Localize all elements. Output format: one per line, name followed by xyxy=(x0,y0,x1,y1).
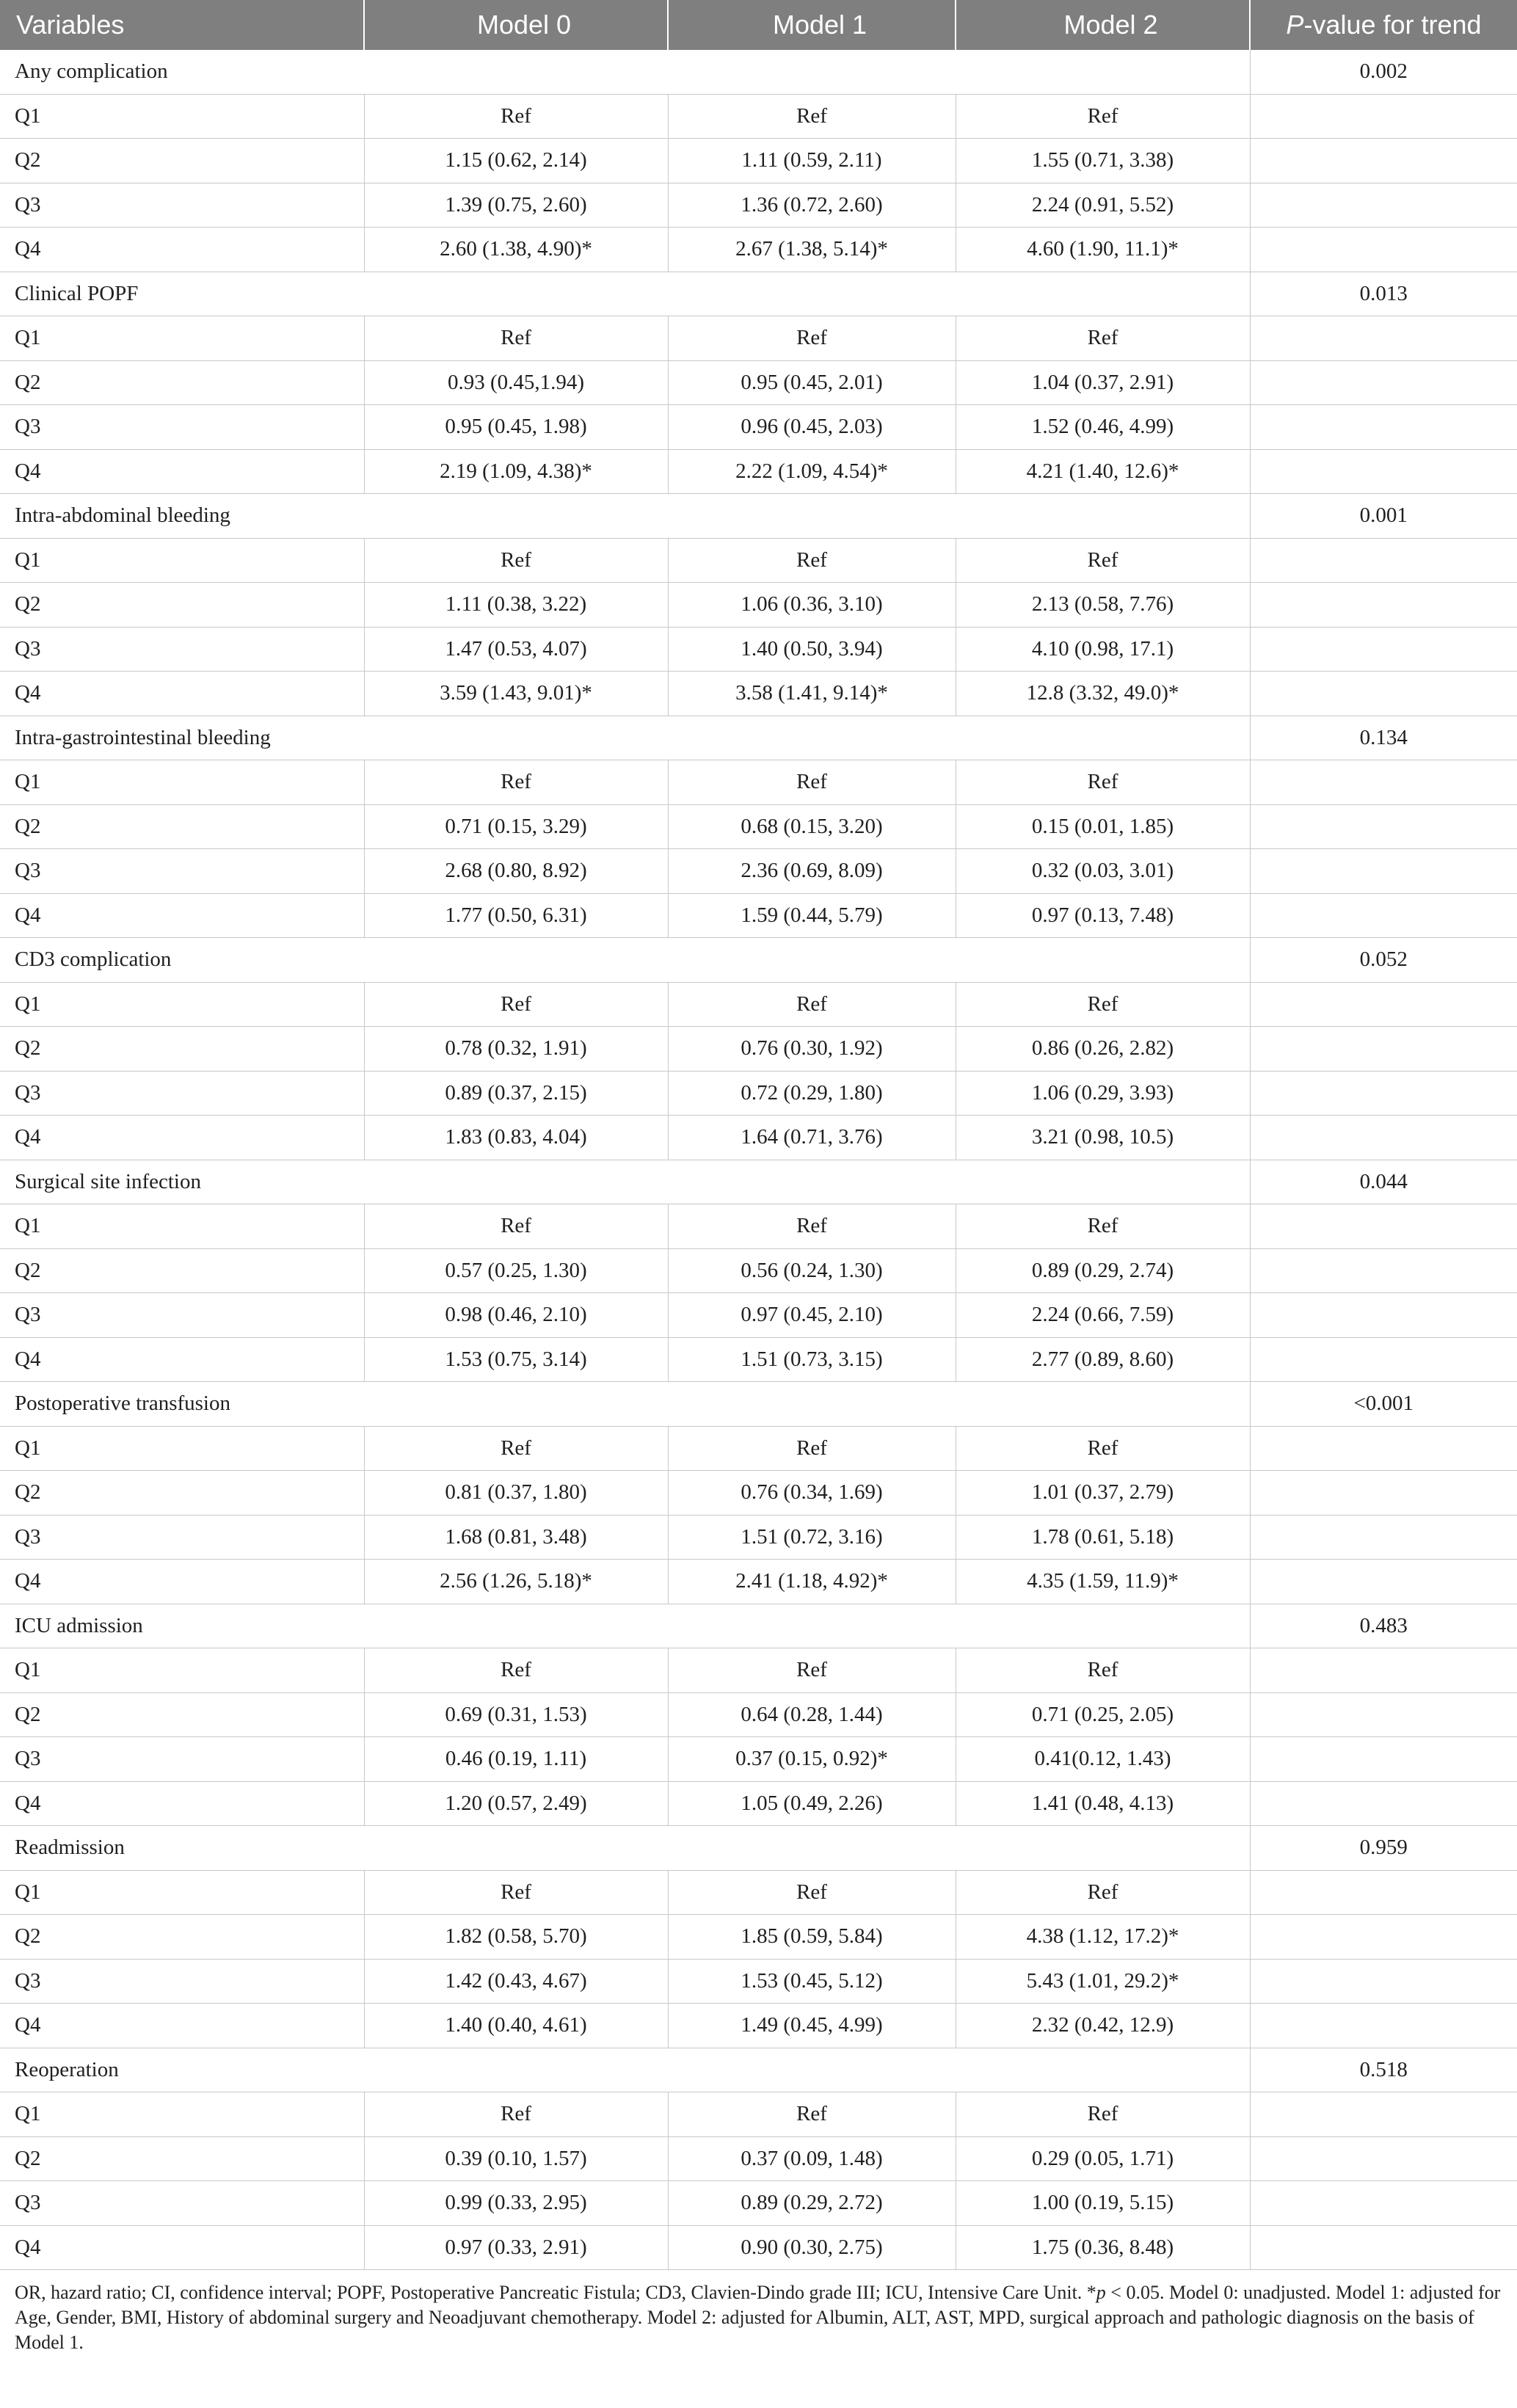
p-trend-empty xyxy=(1250,1116,1517,1160)
table-row xyxy=(0,2004,1517,2048)
model-2-cell: 4.21 (1.40, 12.6)* xyxy=(956,449,1250,494)
p-trend-value: 0.044 xyxy=(1250,1160,1517,1204)
header-p-rest: -value for trend xyxy=(1303,10,1482,40)
quartile-label: Q2 xyxy=(0,1471,364,1516)
model-1-cell: 2.36 (0.69, 8.09) xyxy=(668,849,956,894)
model-0-cell: 1.77 (0.50, 6.31) xyxy=(364,893,668,938)
footnote-part-1: OR, hazard ratio; CI, confidence interval; POPF, Postoperative Pancreatic Fistula; CD3, Clavien-Dindo grade III; ICU, Intensive Care Unit. * xyxy=(15,2282,1096,2303)
header-variables: Variables xyxy=(0,0,364,50)
model-1-cell: 0.97 (0.45, 2.10) xyxy=(668,1293,956,1338)
quartile-label: Q1 xyxy=(0,1204,364,1249)
model-2-cell: Ref xyxy=(956,1870,1250,1915)
header-row xyxy=(0,0,1517,50)
model-0-cell: 1.20 (0.57, 2.49) xyxy=(364,1781,668,1826)
quartile-label: Q1 xyxy=(0,94,364,139)
quartile-label: Q4 xyxy=(0,672,364,716)
model-1-cell: 0.76 (0.30, 1.92) xyxy=(668,1027,956,1072)
model-0-cell: 0.97 (0.33, 2.91) xyxy=(364,2225,668,2270)
model-0-cell: Ref xyxy=(364,1426,668,1471)
model-2-cell: 2.24 (0.66, 7.59) xyxy=(956,1293,1250,1338)
p-trend-empty xyxy=(1250,2092,1517,2137)
table-row xyxy=(0,360,1517,405)
quartile-label: Q2 xyxy=(0,583,364,628)
model-2-cell: 0.71 (0.25, 2.05) xyxy=(956,1692,1250,1737)
model-0-cell: 1.83 (0.83, 4.04) xyxy=(364,1116,668,1160)
model-2-cell: 12.8 (3.32, 49.0)* xyxy=(956,672,1250,716)
table-row xyxy=(0,1648,1517,1693)
group-row xyxy=(0,2048,1517,2092)
model-0-cell: Ref xyxy=(364,1870,668,1915)
model-1-cell: Ref xyxy=(668,760,956,805)
p-trend-value: 0.001 xyxy=(1250,494,1517,539)
p-trend-empty xyxy=(1250,1737,1517,1782)
model-1-cell: Ref xyxy=(668,2092,956,2137)
table-row xyxy=(0,2136,1517,2181)
quartile-label: Q1 xyxy=(0,982,364,1027)
model-2-cell: Ref xyxy=(956,2092,1250,2137)
table-row xyxy=(0,2092,1517,2137)
table-row xyxy=(0,1959,1517,2004)
model-1-cell: 2.22 (1.09, 4.54)* xyxy=(668,449,956,494)
p-trend-empty xyxy=(1250,1027,1517,1072)
model-1-cell: 1.53 (0.45, 5.12) xyxy=(668,1959,956,2004)
model-2-cell: 5.43 (1.01, 29.2)* xyxy=(956,1959,1250,2004)
model-1-cell: Ref xyxy=(668,538,956,583)
p-trend-value: 0.052 xyxy=(1250,938,1517,983)
quartile-label: Q1 xyxy=(0,1870,364,1915)
model-1-cell: 1.05 (0.49, 2.26) xyxy=(668,1781,956,1826)
model-2-cell: 3.21 (0.98, 10.5) xyxy=(956,1116,1250,1160)
p-trend-empty xyxy=(1250,672,1517,716)
model-0-cell: 0.78 (0.32, 1.91) xyxy=(364,1027,668,1072)
model-2-cell: 1.78 (0.61, 5.18) xyxy=(956,1515,1250,1560)
p-trend-value: <0.001 xyxy=(1250,1382,1517,1427)
table-row xyxy=(0,672,1517,716)
model-2-cell: 2.32 (0.42, 12.9) xyxy=(956,2004,1250,2048)
model-0-cell: Ref xyxy=(364,2092,668,2137)
table-row xyxy=(0,94,1517,139)
p-trend-empty xyxy=(1250,2181,1517,2226)
quartile-label: Q4 xyxy=(0,2004,364,2048)
model-0-cell: Ref xyxy=(364,1648,668,1693)
quartile-label: Q2 xyxy=(0,139,364,183)
table-row xyxy=(0,849,1517,894)
model-2-cell: 4.60 (1.90, 11.1)* xyxy=(956,228,1250,272)
quartile-label: Q3 xyxy=(0,1515,364,1560)
p-trend-empty xyxy=(1250,1071,1517,1116)
group-row xyxy=(0,1826,1517,1871)
model-1-cell: 0.96 (0.45, 2.03) xyxy=(668,405,956,450)
p-trend-empty xyxy=(1250,1692,1517,1737)
model-2-cell: 1.41 (0.48, 4.13) xyxy=(956,1781,1250,1826)
quartile-label: Q4 xyxy=(0,228,364,272)
model-0-cell: 1.15 (0.62, 2.14) xyxy=(364,139,668,183)
group-label: Surgical site infection xyxy=(0,1160,1250,1204)
model-0-cell: 1.47 (0.53, 4.07) xyxy=(364,627,668,672)
model-0-cell: 0.57 (0.25, 1.30) xyxy=(364,1248,668,1293)
quartile-label: Q4 xyxy=(0,893,364,938)
model-1-cell: Ref xyxy=(668,1870,956,1915)
table-row xyxy=(0,538,1517,583)
table-row xyxy=(0,183,1517,228)
model-0-cell: Ref xyxy=(364,982,668,1027)
model-2-cell: 2.77 (0.89, 8.60) xyxy=(956,1337,1250,1382)
p-trend-empty xyxy=(1250,360,1517,405)
model-2-cell: Ref xyxy=(956,94,1250,139)
model-2-cell: 0.89 (0.29, 2.74) xyxy=(956,1248,1250,1293)
group-label: ICU admission xyxy=(0,1604,1250,1648)
table-row xyxy=(0,1293,1517,1338)
model-0-cell: 1.42 (0.43, 4.67) xyxy=(364,1959,668,2004)
model-0-cell: 0.99 (0.33, 2.95) xyxy=(364,2181,668,2226)
model-2-cell: 0.97 (0.13, 7.48) xyxy=(956,893,1250,938)
model-0-cell: 1.11 (0.38, 3.22) xyxy=(364,583,668,628)
p-trend-empty xyxy=(1250,405,1517,450)
model-2-cell: Ref xyxy=(956,982,1250,1027)
quartile-label: Q3 xyxy=(0,849,364,894)
model-1-cell: 1.40 (0.50, 3.94) xyxy=(668,627,956,672)
group-label: Reoperation xyxy=(0,2048,1250,2092)
table-row xyxy=(0,760,1517,805)
header-model-0: Model 0 xyxy=(364,0,668,50)
p-trend-empty xyxy=(1250,583,1517,628)
model-1-cell: Ref xyxy=(668,1426,956,1471)
model-0-cell: 3.59 (1.43, 9.01)* xyxy=(364,672,668,716)
p-trend-value: 0.483 xyxy=(1250,1604,1517,1648)
quartile-label: Q3 xyxy=(0,1293,364,1338)
table-row xyxy=(0,583,1517,628)
p-trend-empty xyxy=(1250,982,1517,1027)
p-trend-empty xyxy=(1250,1471,1517,1516)
table-row xyxy=(0,1560,1517,1604)
table-row xyxy=(0,449,1517,494)
table-row xyxy=(0,1781,1517,1826)
quartile-label: Q1 xyxy=(0,1426,364,1471)
model-2-cell: Ref xyxy=(956,1426,1250,1471)
model-1-cell: 0.37 (0.15, 0.92)* xyxy=(668,1737,956,1782)
quartile-label: Q3 xyxy=(0,1737,364,1782)
quartile-label: Q2 xyxy=(0,1027,364,1072)
table-row xyxy=(0,1248,1517,1293)
model-2-cell: 1.06 (0.29, 3.93) xyxy=(956,1071,1250,1116)
header-model-2: Model 2 xyxy=(956,0,1250,50)
group-row xyxy=(0,1382,1517,1427)
model-2-cell: 0.86 (0.26, 2.82) xyxy=(956,1027,1250,1072)
model-0-cell: Ref xyxy=(364,538,668,583)
group-label: Postoperative transfusion xyxy=(0,1382,1250,1427)
model-0-cell: 0.39 (0.10, 1.57) xyxy=(364,2136,668,2181)
p-trend-empty xyxy=(1250,760,1517,805)
model-1-cell: 0.37 (0.09, 1.48) xyxy=(668,2136,956,2181)
table-row xyxy=(0,139,1517,183)
table-row xyxy=(0,982,1517,1027)
quartile-label: Q3 xyxy=(0,1071,364,1116)
group-label: Clinical POPF xyxy=(0,272,1250,316)
p-trend-empty xyxy=(1250,449,1517,494)
header-p-italic: P xyxy=(1286,10,1304,40)
table-row xyxy=(0,1071,1517,1116)
footnote-p-italic: p xyxy=(1096,2282,1106,2303)
group-label: Readmission xyxy=(0,1826,1250,1871)
p-trend-empty xyxy=(1250,1959,1517,2004)
model-2-cell: 0.15 (0.01, 1.85) xyxy=(956,804,1250,849)
model-2-cell: 0.32 (0.03, 3.01) xyxy=(956,849,1250,894)
model-1-cell: 1.49 (0.45, 4.99) xyxy=(668,2004,956,2048)
model-1-cell: 2.67 (1.38, 5.14)* xyxy=(668,228,956,272)
model-1-cell: Ref xyxy=(668,94,956,139)
quartile-label: Q4 xyxy=(0,1560,364,1604)
model-1-cell: 1.85 (0.59, 5.84) xyxy=(668,1915,956,1960)
p-trend-empty xyxy=(1250,1248,1517,1293)
group-label: CD3 complication xyxy=(0,938,1250,983)
p-trend-empty xyxy=(1250,1426,1517,1471)
quartile-label: Q2 xyxy=(0,804,364,849)
group-row xyxy=(0,272,1517,316)
group-label: Any complication xyxy=(0,50,1250,94)
model-0-cell: 0.98 (0.46, 2.10) xyxy=(364,1293,668,1338)
model-0-cell: 1.68 (0.81, 3.48) xyxy=(364,1515,668,1560)
quartile-label: Q2 xyxy=(0,1915,364,1960)
footnote-part-2: < 0.05. Model 0: unadjusted. Model 1: adjusted for Age, Gender, BMI, History of abdominal surgery and Neoadjuvant chemotherapy. Model 2: adjusted for Albumin, ALT, AST, MPD, surgical approach and pathologic diagnosis on the basis of Model 1. xyxy=(15,2282,1501,2353)
quartile-label: Q4 xyxy=(0,1116,364,1160)
p-trend-empty xyxy=(1250,2225,1517,2270)
quartile-label: Q1 xyxy=(0,538,364,583)
model-1-cell: 0.89 (0.29, 2.72) xyxy=(668,2181,956,2226)
model-2-cell: 4.38 (1.12, 17.2)* xyxy=(956,1915,1250,1960)
model-0-cell: 0.95 (0.45, 1.98) xyxy=(364,405,668,450)
model-1-cell: 0.72 (0.29, 1.80) xyxy=(668,1071,956,1116)
model-2-cell: 1.75 (0.36, 8.48) xyxy=(956,2225,1250,2270)
model-1-cell: Ref xyxy=(668,982,956,1027)
quartile-label: Q3 xyxy=(0,405,364,450)
quartile-label: Q3 xyxy=(0,627,364,672)
model-2-cell: 4.35 (1.59, 11.9)* xyxy=(956,1560,1250,1604)
quartile-label: Q4 xyxy=(0,2225,364,2270)
model-0-cell: Ref xyxy=(364,316,668,361)
table-row xyxy=(0,405,1517,450)
p-trend-empty xyxy=(1250,1515,1517,1560)
p-trend-value: 0.002 xyxy=(1250,50,1517,94)
quartile-label: Q2 xyxy=(0,1692,364,1737)
p-trend-value: 0.013 xyxy=(1250,272,1517,316)
table-row xyxy=(0,1204,1517,1249)
table-row xyxy=(0,627,1517,672)
model-0-cell: 0.89 (0.37, 2.15) xyxy=(364,1071,668,1116)
table-row xyxy=(0,1870,1517,1915)
model-1-cell: 3.58 (1.41, 9.14)* xyxy=(668,672,956,716)
table-footnote xyxy=(0,2270,1517,2355)
p-trend-empty xyxy=(1250,94,1517,139)
model-1-cell: 1.51 (0.73, 3.15) xyxy=(668,1337,956,1382)
model-0-cell: 1.82 (0.58, 5.70) xyxy=(364,1915,668,1960)
quartile-label: Q4 xyxy=(0,1337,364,1382)
model-1-cell: Ref xyxy=(668,1204,956,1249)
p-trend-empty xyxy=(1250,538,1517,583)
table-row xyxy=(0,1915,1517,1960)
p-trend-empty xyxy=(1250,2004,1517,2048)
p-trend-empty xyxy=(1250,1204,1517,1249)
quartile-label: Q4 xyxy=(0,449,364,494)
table-row xyxy=(0,804,1517,849)
model-1-cell: Ref xyxy=(668,316,956,361)
p-trend-empty xyxy=(1250,1293,1517,1338)
p-trend-empty xyxy=(1250,627,1517,672)
model-2-cell: 0.41(0.12, 1.43) xyxy=(956,1737,1250,1782)
model-0-cell: 1.39 (0.75, 2.60) xyxy=(364,183,668,228)
p-trend-empty xyxy=(1250,849,1517,894)
table-row xyxy=(0,228,1517,272)
table-row xyxy=(0,316,1517,361)
model-1-cell: 0.64 (0.28, 1.44) xyxy=(668,1692,956,1737)
table-row xyxy=(0,1471,1517,1516)
table-row xyxy=(0,1737,1517,1782)
model-1-cell: 0.68 (0.15, 3.20) xyxy=(668,804,956,849)
model-0-cell: 0.46 (0.19, 1.11) xyxy=(364,1737,668,1782)
model-0-cell: 0.69 (0.31, 1.53) xyxy=(364,1692,668,1737)
group-label: Intra-gastrointestinal bleeding xyxy=(0,716,1250,760)
table-row xyxy=(0,1515,1517,1560)
model-1-cell: 0.90 (0.30, 2.75) xyxy=(668,2225,956,2270)
model-2-cell: Ref xyxy=(956,316,1250,361)
model-1-cell: 1.51 (0.72, 3.16) xyxy=(668,1515,956,1560)
model-0-cell: 2.60 (1.38, 4.90)* xyxy=(364,228,668,272)
quartile-label: Q4 xyxy=(0,1781,364,1826)
header-model-1: Model 1 xyxy=(668,0,956,50)
group-row xyxy=(0,494,1517,539)
model-1-cell: 0.76 (0.34, 1.69) xyxy=(668,1471,956,1516)
model-0-cell: 1.53 (0.75, 3.14) xyxy=(364,1337,668,1382)
header-p-value-for-trend xyxy=(1250,0,1517,50)
quartile-label: Q1 xyxy=(0,2092,364,2137)
p-trend-empty xyxy=(1250,2136,1517,2181)
model-2-cell: 4.10 (0.98, 17.1) xyxy=(956,627,1250,672)
model-0-cell: 1.40 (0.40, 4.61) xyxy=(364,2004,668,2048)
model-1-cell: 1.59 (0.44, 5.79) xyxy=(668,893,956,938)
model-2-cell: Ref xyxy=(956,1204,1250,1249)
quartile-label: Q1 xyxy=(0,1648,364,1693)
p-trend-empty xyxy=(1250,804,1517,849)
quartile-label: Q2 xyxy=(0,360,364,405)
p-trend-empty xyxy=(1250,893,1517,938)
table-row xyxy=(0,2225,1517,2270)
table-row xyxy=(0,2181,1517,2226)
table-row xyxy=(0,1027,1517,1072)
quartile-label: Q2 xyxy=(0,2136,364,2181)
model-1-cell: 1.64 (0.71, 3.76) xyxy=(668,1116,956,1160)
table-row xyxy=(0,893,1517,938)
model-1-cell: 1.06 (0.36, 3.10) xyxy=(668,583,956,628)
model-2-cell: Ref xyxy=(956,760,1250,805)
p-trend-value: 0.518 xyxy=(1250,2048,1517,2092)
model-2-cell: 0.29 (0.05, 1.71) xyxy=(956,2136,1250,2181)
model-2-cell: Ref xyxy=(956,538,1250,583)
model-1-cell: 1.11 (0.59, 2.11) xyxy=(668,139,956,183)
model-0-cell: Ref xyxy=(364,94,668,139)
model-1-cell: 1.36 (0.72, 2.60) xyxy=(668,183,956,228)
group-row xyxy=(0,50,1517,94)
p-trend-empty xyxy=(1250,1870,1517,1915)
p-trend-empty xyxy=(1250,139,1517,183)
p-trend-empty xyxy=(1250,316,1517,361)
model-2-cell: 1.55 (0.71, 3.38) xyxy=(956,139,1250,183)
quartile-label: Q3 xyxy=(0,1959,364,2004)
model-2-cell: 2.24 (0.91, 5.52) xyxy=(956,183,1250,228)
model-1-cell: Ref xyxy=(668,1648,956,1693)
table-row xyxy=(0,1426,1517,1471)
model-0-cell: 2.68 (0.80, 8.92) xyxy=(364,849,668,894)
quartile-label: Q1 xyxy=(0,760,364,805)
model-0-cell: 2.19 (1.09, 4.38)* xyxy=(364,449,668,494)
model-0-cell: 2.56 (1.26, 5.18)* xyxy=(364,1560,668,1604)
model-2-cell: 1.04 (0.37, 2.91) xyxy=(956,360,1250,405)
model-2-cell: Ref xyxy=(956,1648,1250,1693)
p-trend-empty xyxy=(1250,1560,1517,1604)
model-0-cell: Ref xyxy=(364,1204,668,1249)
p-trend-empty xyxy=(1250,228,1517,272)
table-row xyxy=(0,1692,1517,1737)
model-2-cell: 1.00 (0.19, 5.15) xyxy=(956,2181,1250,2226)
quartile-label: Q1 xyxy=(0,316,364,361)
table-row xyxy=(0,1116,1517,1160)
p-trend-empty xyxy=(1250,183,1517,228)
model-0-cell: 0.71 (0.15, 3.29) xyxy=(364,804,668,849)
p-trend-empty xyxy=(1250,1337,1517,1382)
quartile-label: Q2 xyxy=(0,1248,364,1293)
group-row xyxy=(0,938,1517,983)
model-2-cell: 1.52 (0.46, 4.99) xyxy=(956,405,1250,450)
model-1-cell: 0.56 (0.24, 1.30) xyxy=(668,1248,956,1293)
model-1-cell: 2.41 (1.18, 4.92)* xyxy=(668,1560,956,1604)
model-0-cell: Ref xyxy=(364,760,668,805)
group-label: Intra-abdominal bleeding xyxy=(0,494,1250,539)
p-trend-empty xyxy=(1250,1781,1517,1826)
model-2-cell: 2.13 (0.58, 7.76) xyxy=(956,583,1250,628)
quartile-label: Q3 xyxy=(0,183,364,228)
group-row xyxy=(0,716,1517,760)
p-trend-value: 0.134 xyxy=(1250,716,1517,760)
model-1-cell: 0.95 (0.45, 2.01) xyxy=(668,360,956,405)
p-trend-empty xyxy=(1250,1648,1517,1693)
group-row xyxy=(0,1604,1517,1648)
group-row xyxy=(0,1160,1517,1204)
table-body xyxy=(0,50,1517,2270)
quartile-label: Q3 xyxy=(0,2181,364,2226)
model-2-cell: 1.01 (0.37, 2.79) xyxy=(956,1471,1250,1516)
model-0-cell: 0.81 (0.37, 1.80) xyxy=(364,1471,668,1516)
p-trend-empty xyxy=(1250,1915,1517,1960)
table-row xyxy=(0,1337,1517,1382)
model-0-cell: 0.93 (0.45,1.94) xyxy=(364,360,668,405)
p-trend-value: 0.959 xyxy=(1250,1826,1517,1871)
